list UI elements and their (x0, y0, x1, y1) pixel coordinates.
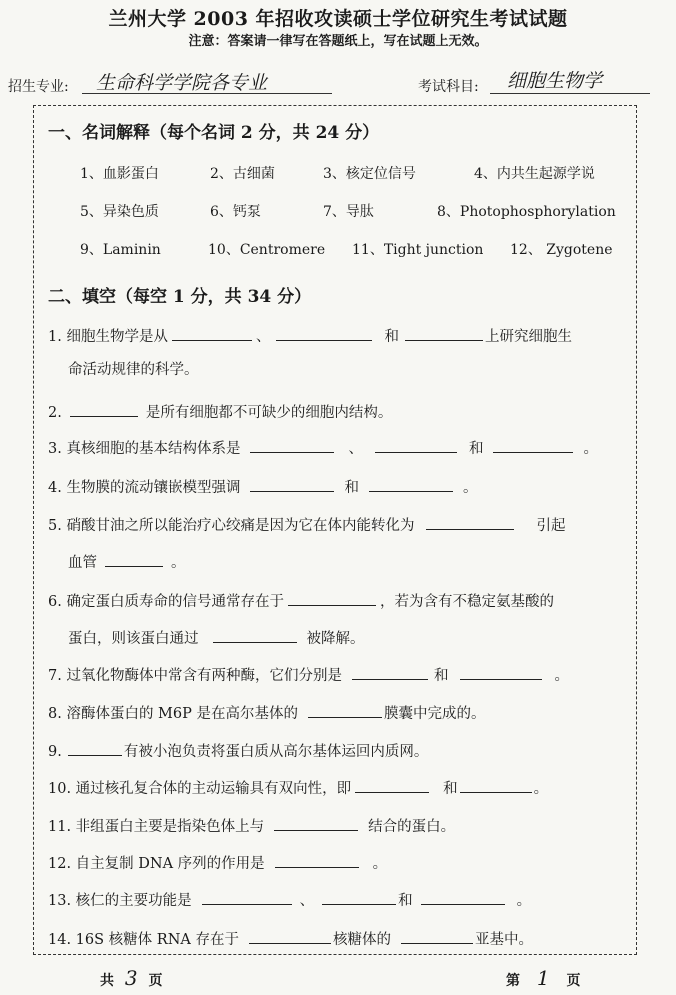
answer-blank[interactable] (355, 778, 429, 793)
section2-heading: 二、填空（每空 1 分，共 34 分） (48, 287, 312, 307)
answer-blank[interactable] (70, 402, 138, 417)
question-8: 8. 溶酶体蛋白的 M6P 是在高尔基体的 膜囊中完成的。 (48, 703, 486, 723)
question-12: 12. 自主复制 DNA 序列的作用是 。 (48, 853, 387, 873)
answer-blank[interactable] (274, 816, 358, 831)
answer-blank[interactable] (105, 552, 163, 567)
answer-blank[interactable] (426, 515, 514, 530)
term-6: 6、钙泵 (210, 204, 261, 220)
exam-notice: 注意：答案请一律写在答题纸上，写在试题上无效。 (188, 34, 488, 49)
answer-blank[interactable] (493, 438, 573, 453)
term-5: 5、异染色质 (80, 204, 159, 220)
term-11: 11、Tight junction (352, 242, 484, 258)
answer-blank[interactable] (405, 326, 483, 341)
answer-blank[interactable] (369, 477, 453, 492)
answer-blank[interactable] (276, 326, 372, 341)
question-4: 4. 生物膜的流动镶嵌模型强调 和 。 (48, 477, 477, 497)
question-5-cont: 血管 。 (68, 552, 186, 572)
question-7: 7. 过氧化物酶体中常含有两种酶，它们分别是 和 。 (48, 665, 569, 685)
answer-blank[interactable] (275, 853, 359, 868)
term-3: 3、核定位信号 (323, 166, 416, 182)
question-3: 3. 真核细胞的基本结构体系是 、 和 。 (48, 438, 598, 458)
question-6: 6. 确定蛋白质寿命的信号通常存在于 ，若为含有不稳定氨基酸的 (48, 591, 554, 611)
major-label: 招生专业: (8, 79, 69, 95)
term-10: 10、Centromere (208, 242, 326, 258)
subject-label: 考试科目: (418, 79, 479, 95)
page-number: 第 1 页 (506, 966, 581, 990)
term-9: 9、Laminin (80, 242, 161, 258)
question-11: 11. 非组蛋白主要是指染色体上与 结合的蛋白。 (48, 816, 455, 836)
question-13: 13. 核仁的主要功能是 、 和 。 (48, 890, 531, 910)
answer-blank[interactable] (249, 929, 331, 944)
answer-blank[interactable] (308, 703, 382, 718)
answer-blank[interactable] (421, 890, 505, 905)
term-1: 1、血影蛋白 (80, 166, 159, 182)
question-1: 1. 细胞生物学是从 、 和 上研究细胞生 (48, 326, 572, 346)
answer-blank[interactable] (288, 591, 376, 606)
major-underline (82, 93, 332, 94)
major-value: 生命科学学院各专业 (96, 72, 268, 94)
question-1-cont: 命活动规律的科学。 (68, 362, 199, 378)
page-total: 共 3 页 (100, 966, 163, 990)
term-12: 12、 Zygotene (510, 242, 613, 258)
subject-underline (490, 93, 650, 94)
question-14: 14. 16S 核糖体 RNA 存在于 核糖体的 亚基中。 (48, 929, 533, 949)
answer-blank[interactable] (250, 477, 334, 492)
answer-blank[interactable] (68, 741, 122, 756)
answer-blank[interactable] (375, 438, 457, 453)
exam-title: 兰州大学 2003 年招收攻读硕士学位研究生考试试题 (108, 8, 568, 30)
answer-blank[interactable] (322, 890, 396, 905)
answer-blank[interactable] (460, 778, 532, 793)
subject-value: 细胞生物学 (507, 70, 603, 92)
answer-blank[interactable] (401, 929, 473, 944)
answer-blank[interactable] (250, 438, 334, 453)
answer-blank[interactable] (213, 628, 297, 643)
question-5: 5. 硝酸甘油之所以能治疗心绞痛是因为它在体内能转化为 引起 (48, 515, 565, 535)
question-6-cont: 蛋白，则该蛋白通过 被降解。 (68, 628, 365, 648)
term-7: 7、导肽 (323, 204, 374, 220)
term-8: 8、Photophosphorylation (437, 204, 616, 220)
question-9: 9. 有被小泡负责将蛋白质从高尔基体运回内质网。 (48, 741, 428, 761)
term-4: 4、内共生起源学说 (474, 166, 595, 182)
answer-blank[interactable] (172, 326, 252, 341)
term-2: 2、古细菌 (210, 166, 275, 182)
question-10: 10. 通过核孔复合体的主动运输具有双向性，即 和 。 (48, 778, 548, 798)
question-2: 2. 是所有细胞都不可缺少的细胞内结构。 (48, 402, 392, 422)
answer-blank[interactable] (352, 665, 428, 680)
section1-heading: 一、名词解释（每个名词 2 分，共 24 分） (48, 123, 380, 143)
answer-blank[interactable] (460, 665, 542, 680)
answer-blank[interactable] (202, 890, 292, 905)
